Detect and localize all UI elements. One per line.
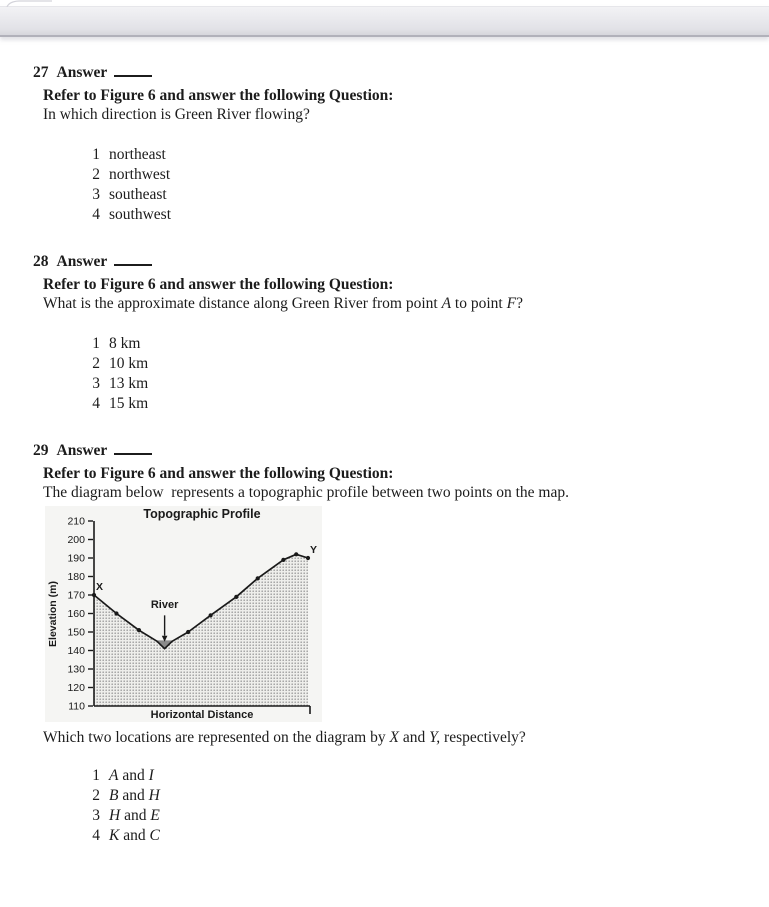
svg-text:210: 210 [67,515,85,528]
option-row [88,205,733,225]
question-header [33,441,733,460]
svg-text:Topographic Profile: Topographic Profile [143,507,261,521]
answer-label: Answer [56,64,108,81]
option-row [88,145,733,165]
question-number: 29 [33,442,49,459]
option-text: H and E [109,807,160,824]
svg-text:120: 120 [67,682,85,694]
option-text: southwest [109,206,171,223]
option-text: 13 km [109,375,149,392]
svg-text:Horizontal Distance: Horizontal Distance [150,709,254,721]
option-row [88,766,733,786]
question-prompt: In which direction is Green River flowing? [43,106,310,123]
option-number: 1 [92,335,100,352]
option-text: southeast [109,186,167,203]
option-row [88,806,733,826]
option-number: 4 [92,395,100,412]
option-row [88,354,733,374]
svg-text:Y: Y [310,544,318,556]
option-number: 3 [92,807,100,824]
question-number: 27 [33,64,49,81]
svg-text:110: 110 [68,700,85,713]
option-text: 8 km [109,335,141,352]
option-number: 4 [92,827,100,844]
svg-text:170: 170 [67,589,85,602]
svg-text:180: 180 [67,571,85,583]
options-list [88,334,733,414]
tab-corner-line [6,0,52,7]
svg-text:River: River [150,598,179,611]
option-text: 15 km [109,395,149,412]
svg-text:160: 160 [67,608,85,620]
option-text: A and I [109,767,154,784]
answer-blank [114,253,152,266]
option-number: 1 [92,767,100,784]
svg-text:Elevation (m): Elevation (m) [47,581,59,647]
post-chart-question: Which two locations are represented on the diagram by X and Y, respectively? [43,729,526,746]
topographic-profile-chart [45,506,322,722]
question-29 [33,441,733,846]
question-header [33,252,733,271]
answer-blank [114,442,152,455]
option-text: K and C [109,827,160,844]
option-number: 2 [92,355,100,372]
option-number: 4 [92,206,100,223]
option-number: 3 [92,186,100,203]
option-text: 10 km [109,355,149,372]
options-list [88,145,733,225]
option-row [88,826,733,846]
option-row [88,334,733,354]
svg-text:130: 130 [67,663,85,676]
option-number: 3 [92,375,100,392]
svg-text:150: 150 [67,626,85,639]
svg-text:X: X [96,581,104,593]
question-27 [33,63,733,225]
question-28 [33,252,733,414]
svg-text:140: 140 [67,645,85,657]
option-text: northwest [109,166,171,183]
question-number: 28 [33,253,49,270]
option-row [88,165,733,185]
option-text: northeast [109,146,166,163]
answer-label: Answer [56,253,108,270]
top-toolbar [0,6,769,37]
refer-line: Refer to Figure 6 and answer the following Question: [43,465,394,482]
refer-line: Refer to Figure 6 and answer the following Question: [43,87,394,104]
answer-blank [114,64,152,77]
option-row [88,185,733,205]
answer-label: Answer [56,442,108,459]
option-row [88,394,733,414]
option-number: 2 [92,787,100,804]
option-number: 1 [92,146,100,163]
svg-text:200: 200 [67,534,85,546]
question-header [33,63,733,82]
question-prompt: The diagram below represents a topographic profile between two points on the map. [43,484,569,501]
options-list [88,766,733,846]
option-row [88,786,733,806]
option-row [88,374,733,394]
question-prompt: What is the approximate distance along Green River from point A to point F? [43,295,523,312]
refer-line: Refer to Figure 6 and answer the following Question: [43,276,394,293]
option-number: 2 [92,166,100,183]
svg-text:190: 190 [67,552,85,565]
option-text: B and H [109,787,160,804]
